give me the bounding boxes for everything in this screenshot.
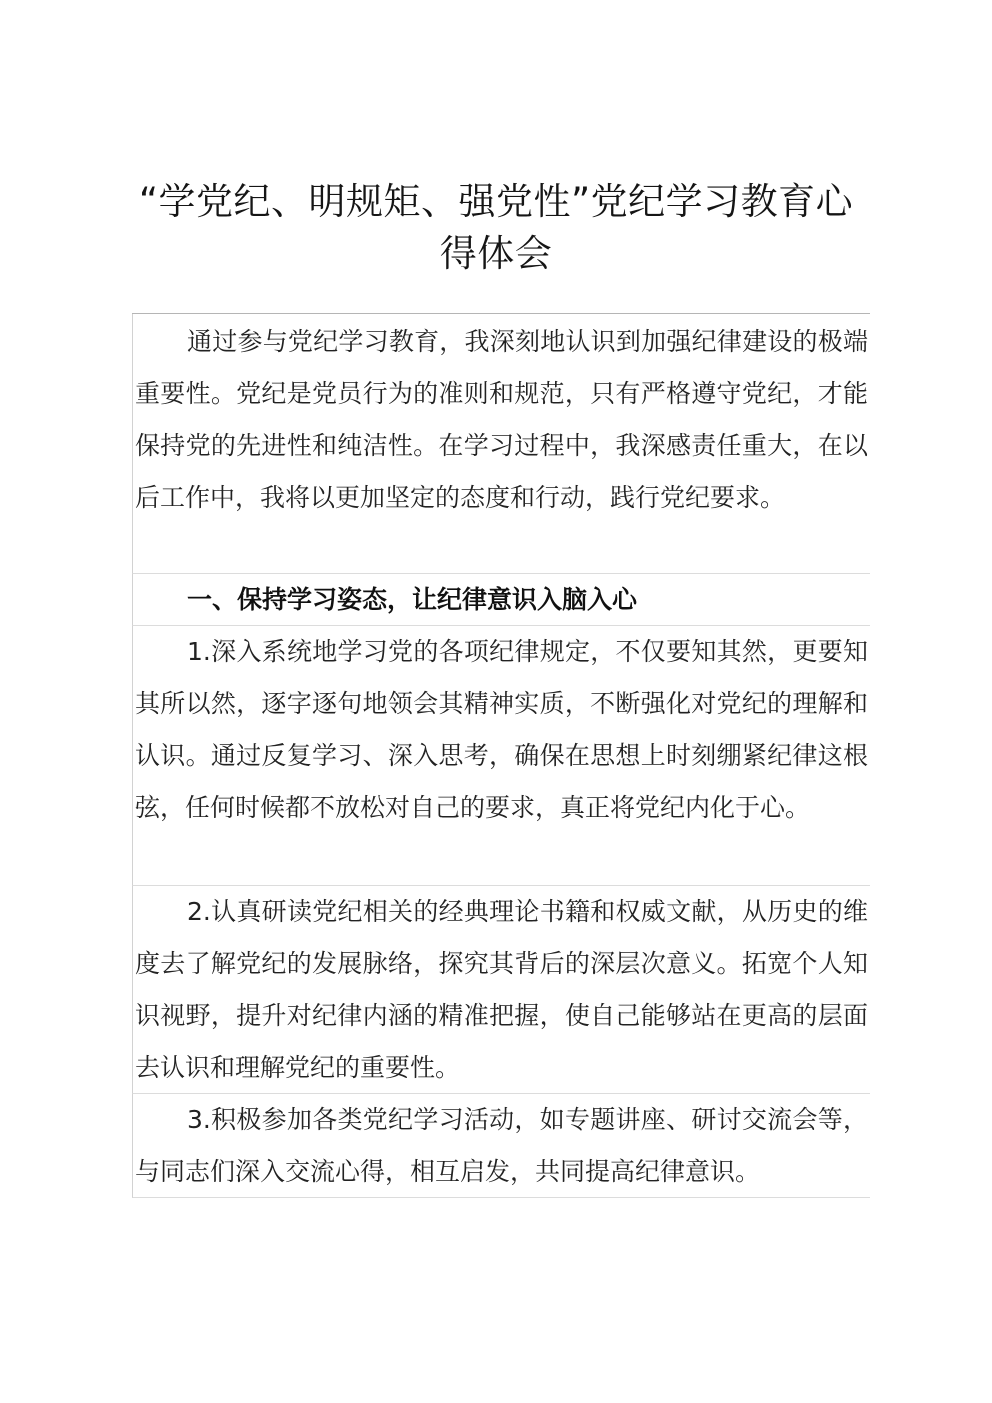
list-item: 1.深入系统地学习党的各项纪律规定，不仅要知其然，更要知其所以然，逐字逐句地领会其精神实质，不断强化对党纪的理解和认识。通过反复学习、深入思考，确保在思想上时刻绷紧纪律这根弦，任何时候都不放松对自己的要求，真正将党纪内化于心。: [132, 626, 870, 886]
page-title: [120, 176, 872, 280]
intro-paragraph: 通过参与党纪学习教育，我深刻地认识到加强纪律建设的极端重要性。党纪是党员行为的准则和规范，只有严格遵守党纪，才能保持党的先进性和纯洁性。在学习过程中，我深感责任重大，在以后工作中，我将以更加坚定的态度和行动，践行党纪要求。: [132, 314, 870, 574]
list-item: 3.积极参加各类党纪学习活动，如专题讲座、研讨交流会等，与同志们深入交流心得，相互启发，共同提高纪律意识。: [132, 1094, 870, 1198]
section-heading: 一、保持学习姿态，让纪律意识入脑入心: [132, 574, 870, 626]
title-line-1: “学党纪、明规矩、强党性”党纪学习教育心: [138, 180, 854, 223]
title-line-2: 得体会: [439, 232, 553, 275]
document-body: [132, 313, 870, 1198]
list-item: 2.认真研读党纪相关的经典理论书籍和权威文献，从历史的维度去了解党纪的发展脉络，探究其背后的深层次意义。拓宽个人知识视野，提升对纪律内涵的精准把握，使自己能够站在更高的层面去认识和理解党纪的重要性。: [132, 886, 870, 1094]
